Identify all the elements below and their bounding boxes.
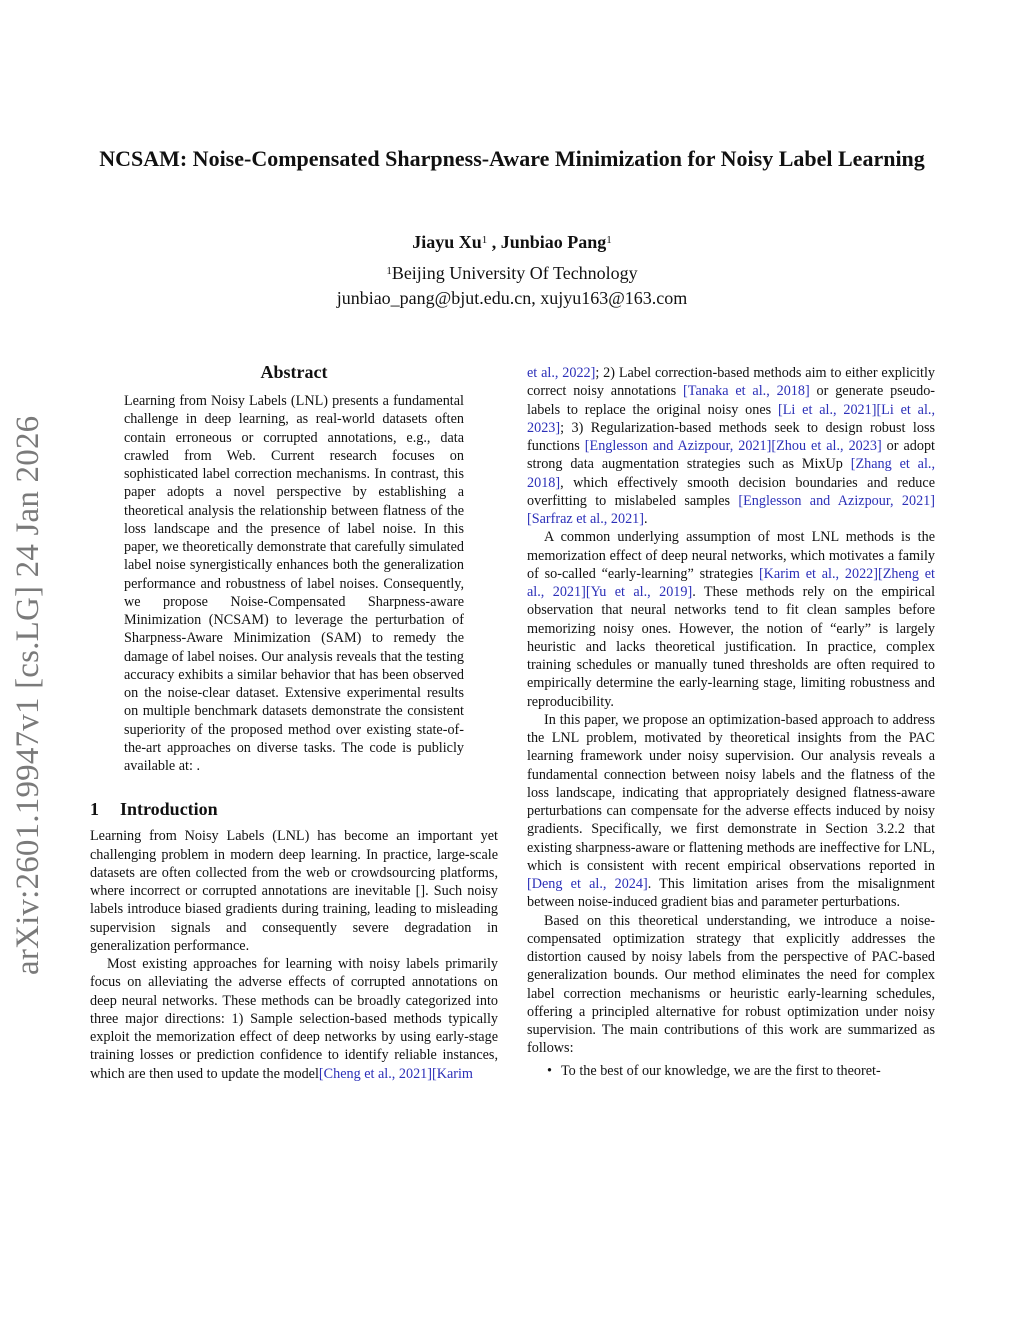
affiliation [90, 261, 934, 285]
author-list [90, 230, 934, 254]
intro-paragraph-4 [527, 711, 935, 912]
author-name: Junbiao Pang [500, 232, 607, 252]
citation-link[interactable]: [Yu et al., 2019] [585, 584, 693, 600]
citation-link[interactable]: [Deng et al., 2024] [527, 876, 648, 892]
paragraph-text: In this paper, we propose an optimization-based approach to address the LNL problem, motivated by theoretical insights from the PAC learning framework under noisy supervision. Our analysis reveals a fundamental connection between noisy labels and the flatness of the loss landscape, indicating that appropriately designed flatness-aware perturbations can compensate for the adverse effects induced by noisy gradients. Specifically, we first demonstrate in Section 3.2.2 that existing sharpness-aware or flattening methods are ineffective for LNL, which is consistent with recent empirical observations reported in [527, 711, 935, 874]
affiliation-marker: 1 [606, 234, 612, 246]
intro-paragraph-5: Based on this theoretical understanding, we introduce a noise-compensated optimization strategy that explicitly addresses the distortion caused by noisy labels from the perspective of PAC-based generalization bounds. Our method eliminates the need for complex label correction mechanisms or heuristic early-learning schedules, offering a principled alternative for robust optimization under noisy supervision. The main contributions of this work are summarized as follows: [527, 912, 935, 1057]
citation-link[interactable]: [Sarfraz et al., 2021] [527, 511, 644, 527]
author-emails: junbiao_pang@bjut.edu.cn, xujyu163@163.com [336, 288, 688, 308]
section-heading-introduction [90, 797, 498, 821]
citation-link[interactable]: [Zheng et al., 2021] [527, 565, 935, 600]
right-column [527, 364, 935, 1080]
citation-link[interactable]: [Englesson and Azizpour, 2021] [584, 438, 772, 454]
paragraph-text: . [644, 511, 648, 527]
affiliation-name: Beijing University Of Technology [391, 263, 638, 283]
author-name: Jiayu Xu [412, 232, 482, 252]
citation-link[interactable]: [Karim [431, 1065, 473, 1082]
paragraph-text: A common underlying assumption of most LNL methods is the memorization effect of deep neural networks, which motivates a family of so-called “early-learning” strategies [527, 529, 935, 582]
citation-link[interactable]: [Zhou et al., 2023] [771, 438, 882, 454]
abstract-text: Learning from Noisy Labels (LNL) presents a fundamental challenge in deep learning, as real-world datasets often contain erroneous or corrupted annotations, e.g., data crawled from Web. Current research focuses on sophisticated label correction mechanisms. In contrast, this paper adopts a novel perspective by establishing a theoretical analysis the relationship between flatness of the loss landscape and the presence of label noise. In this paper, we theoretically demonstrate that carefully simulated label noise synergistically enhances both the generalization performance and robustness of label noises. Consequently, we propose Noise-Compensated Sharpness-aware Minimization (NCSAM) to leverage the perturbation of Sharpness-Aware Minimization (SAM) to remedy the damage of label noises. Our analysis reveals that the testing accuracy exhibits a similar behavior that has been observed on the noise-clear dataset. Extensive experimental results on multiple benchmark datasets demonstrate the consistent superiority of the proposed method over existing state-of-the-art approaches on diverse tasks. The code is publicly available at: . [124, 393, 464, 774]
intro-paragraph-2 [90, 955, 498, 1083]
left-column [90, 360, 498, 1083]
paper-title: NCSAM: Noise-Compensated Sharpness-Aware Minimization for Noisy Label Learning [99, 146, 925, 171]
section-title: Introduction [120, 799, 218, 820]
paragraph-text: . This limitation arises from the misalignment between noise-induced gradient bias and parameter perturbations. [527, 876, 935, 911]
citation-link[interactable]: [Cheng et al., 2021] [318, 1065, 432, 1082]
abstract-heading: Abstract [260, 362, 328, 382]
author-separator: , [487, 232, 501, 252]
paragraph-text: ; 3) Regularization-based methods seek to design robust loss functions [527, 419, 935, 454]
contributions-list [527, 1062, 935, 1080]
paragraph-text: , which effectively smooth decision boundaries and reduce overfitting to mislabeled samples [527, 474, 935, 509]
citation-link[interactable]: [Li et al., 2023] [527, 401, 935, 436]
affiliation-marker: 1 [481, 234, 488, 246]
citation-link[interactable]: [Tanaka et al., 2018] [683, 383, 810, 400]
paragraph-text: . These methods rely on the empirical observation that neural networks tend to fit clean samples before memorizing noisy ones. However, the notion of “early” is largely heuristic and lacks theoretical justification. In practice, complex training schedules or manually tuned thresholds are often required to empirically determine the early-learning stage, limiting robustness and reproducibility. [527, 584, 936, 710]
paragraph-text: ; 2) Label correction-based methods aim to either explicitly correct noisy annotations [527, 365, 936, 400]
paragraph-text: or generate pseudo-labels to replace the original noisy ones [527, 383, 936, 418]
citation-link[interactable]: et al., 2022] [527, 365, 596, 381]
citation-link[interactable]: [Karim et al., 2022] [758, 565, 878, 582]
affiliation-marker: 1 [386, 265, 392, 277]
citation-link[interactable]: [Li et al., 2021] [778, 401, 877, 418]
list-item: • To the best of our knowledge, we are the first to theoret- [527, 1062, 935, 1080]
intro-paragraph-3 [527, 528, 935, 711]
citation-link[interactable]: [Englesson and Azizpour, 2021] [738, 492, 935, 509]
arxiv-identifier-stamp: arXiv:2601.19947v1 [cs.LG] 24 Jan 2026 [10, 415, 46, 975]
intro-paragraph-1: Learning from Noisy Labels (LNL) has become an important yet challenging problem in modern deep learning. In practice, large-scale datasets are often collected from the web or crowdsourcing platforms, where incorrect or corrupted annotations are inevitable []. Such noisy labels introduce biased gradients during training, leading to misleading supervision signals and consequently severe degradation in generalization performance. [90, 828, 498, 954]
citation-link[interactable]: [Zhang et al., 2018] [527, 456, 935, 491]
intro-paragraph-2-continued [527, 364, 935, 528]
paragraph-text: Most existing approaches for learning with noisy labels primarily focus on alleviating the adverse effects of corrupted annotations on deep neural networks. These methods can be broadly categorized into three major directions: 1) Sample selection-based methods typically exploit the memorization effect of deep networks by using early-stage training losses or prediction confidence to identify reliable instances, which are then used to update the model [90, 956, 498, 1082]
paragraph-text: or adopt strong data augmentation strategies such as MixUp [527, 438, 935, 473]
section-number: 1 [90, 799, 99, 820]
